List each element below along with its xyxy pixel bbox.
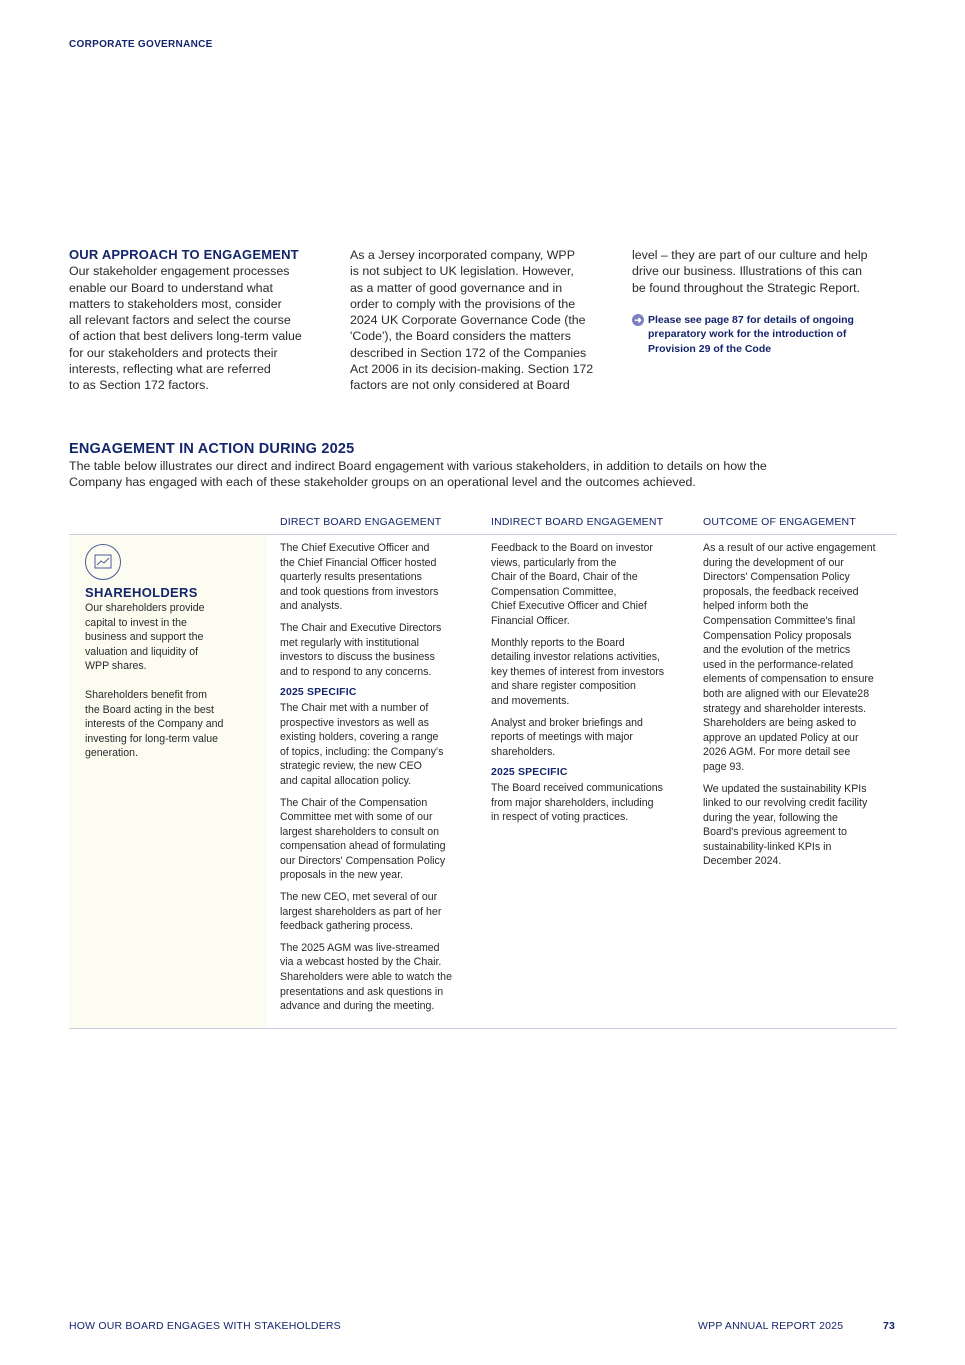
approach-column-1 [69, 247, 331, 394]
approach-paragraph-2: As a Jersey incorporated company, WPP is not subject to UK legislation. However, as a matter of good governance and in order to comply with the provisions of the 2024 UK Corporate Governance Code (the 'Code'), the Board considers the matters described in Section 172 of the Companies Act 2006 in its decision-making. Section 172 factors are not only considered at Board [350, 248, 594, 393]
table-bottom-divider [69, 1028, 897, 1029]
engagement-action-heading: ENGAGEMENT IN ACTION DURING 2025 [69, 441, 355, 457]
outcome-paragraph-1: As a result of our active engagement during the development of our Directors' Compensation Policy proposals, the feedback received helped inform both the Compensation Committee's final Compensation Policy proposals and the evolution of the metrics used in the performance-related elements of compensation to ensure both are aligned with our Elevate28 strategy and shareholder interests. Shareholders are being asked to approve an updated Policy at our 2026 AGM. For more detail see page 93. [703, 542, 876, 773]
stakeholder-paragraph-1: Our shareholders provide capital to invest in the business and support the valuation and liquidity of WPP shares. [85, 602, 205, 673]
arrow-right-icon: ➜ [632, 314, 644, 326]
stakeholder-panel [69, 535, 267, 1028]
indirect-specific-label: 2025 SPECIFIC [491, 767, 568, 779]
column-header-indirect: INDIRECT BOARD ENGAGEMENT [491, 516, 664, 528]
direct-engagement-cell [280, 541, 476, 1021]
approach-heading: OUR APPROACH TO ENGAGEMENT [69, 247, 299, 262]
column-header-direct: DIRECT BOARD ENGAGEMENT [280, 516, 442, 528]
indirect-paragraph-1: Feedback to the Board on investor views, particularly from the Chair of the Board, Chair of the Compensation Committee, Chief Executive Officer and Chief Financial Officer. [491, 542, 653, 627]
approach-paragraph-1: Our stakeholder engagement processes enable our Board to understand what matters to stakeholders most, consider all relevant factors and select the course of action that best delivers long-term value for our stakeholders and protects their interests, reflecting what are referred to as Section 172 factors. [69, 264, 302, 393]
indirect-paragraph-4: The Board received communications from major shareholders, including in respect of voting practices. [491, 781, 663, 824]
approach-column-3 [632, 247, 894, 357]
section-label: CORPORATE GOVERNANCE [69, 39, 213, 50]
footer-report-title: WPP ANNUAL REPORT 2025 [698, 1320, 844, 1332]
page-reference-text: Please see page 87 for details of ongoing preparatory work for the introduction of Provision 29 of the Code [648, 313, 854, 356]
direct-paragraph-2: The Chair and Executive Directors met regularly with institutional investors to discuss the business and to respond to any concerns. [280, 621, 442, 678]
outcome-paragraph-2: We updated the sustainability KPIs linked to our revolving credit facility during the year, following the Board's previous agreement to sustainability-linked KPIs in December 2024. [703, 782, 868, 868]
stakeholder-description [85, 601, 255, 768]
chart-icon [85, 544, 121, 580]
outcome-cell [703, 541, 899, 876]
indirect-engagement-cell [491, 541, 687, 832]
engagement-action-intro [69, 440, 899, 491]
approach-column-2 [350, 247, 612, 394]
direct-specific-label: 2025 SPECIFIC [280, 687, 357, 699]
column-header-outcome: OUTCOME OF ENGAGEMENT [703, 516, 856, 528]
indirect-paragraph-3: Analyst and broker briefings and reports of meetings with major shareholders. [491, 716, 643, 758]
indirect-paragraph-2: Monthly reports to the Board detailing investor relations activities, key themes of interest from investors and share register composition and movements. [491, 636, 665, 707]
direct-paragraph-5: The new CEO, met several of our largest shareholders as part of her feedback gathering process. [280, 891, 442, 933]
stakeholder-paragraph-2: Shareholders benefit from the Board acting in the best interests of the Company and investing for long-term value generation. [85, 688, 224, 760]
footer-section-title: HOW OUR BOARD ENGAGES WITH STAKEHOLDERS [69, 1320, 341, 1332]
page-reference-link[interactable] [632, 313, 894, 357]
page-number: 73 [883, 1320, 896, 1332]
direct-paragraph-4: The Chair of the Compensation Committee met with some of our largest shareholders to consult on compensation ahead of formulating our Directors' Compensation Policy proposals in the new year. [280, 796, 446, 882]
direct-paragraph-3: The Chair met with a number of prospective investors as well as existing holders, covering a range of topics, including: the Company's strategic review, the new CEO and capital allocation policy. [280, 701, 444, 787]
direct-paragraph-6: The 2025 AGM was live-streamed via a webcast hosted by the Chair. Shareholders were able to watch the presentations and ask questions in advance and during the meeting. [280, 941, 452, 1013]
engagement-action-intro-text: The table below illustrates our direct and indirect Board engagement with various stakeholders, in addition to details on how the Company has engaged with each of these stakeholder groups on an operational level and the outcomes achieved. [69, 459, 767, 490]
direct-paragraph-1: The Chief Executive Officer and the Chief Financial Officer hosted quarterly results presentations and took questions from investors and analysts. [280, 542, 439, 613]
stakeholder-title: SHAREHOLDERS [85, 585, 198, 600]
approach-paragraph-3: level – they are part of our culture and help drive our business. Illustrations of this can be found throughout the Strategic Report. [632, 248, 868, 295]
